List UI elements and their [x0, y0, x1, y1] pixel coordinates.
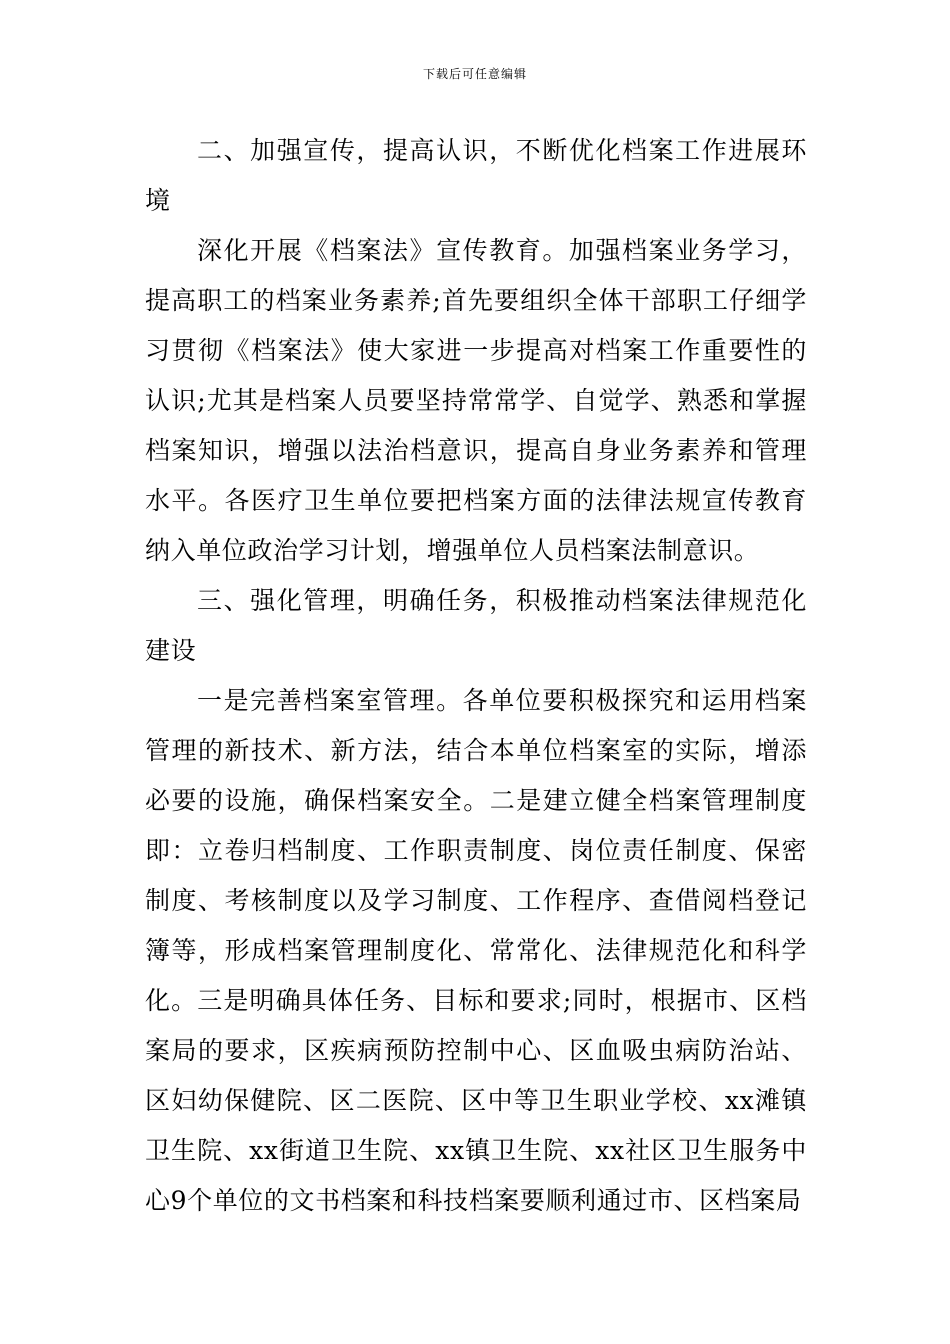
document-body: [145, 126, 807, 1226]
header-note: 下载后可任意编辑: [422, 67, 527, 81]
body-paragraph: 一是完善档案室管理。各单位要积极探究和运用档案管理的新技术、新方法，结合本单位档案室的实际，增添必要的设施，确保档案安全。二是建立健全档案管理制度即：立卷归档制度、工作职责制度、岗位责任制度、保密制度、考核制度以及学习制度、工作程序、查借阅档登记簿等，形成档案管理制度化、常常化、法律规范化和科学化。三是明确具体任务、目标和要求;同时，根据市、区档案局的要求，区疾病预防控制中心、区血吸虫病防治站、区妇幼保健院、区二医院、区中等卫生职业学校、xx滩镇卫生院、xx街道卫生院、xx镇卫生院、xx社区卫生服务中心9个单位的文书档案和科技档案要顺利通过市、区档案局: [145, 686, 807, 1215]
body-paragraph: 深化开展《档案法》宣传教育。加强档案业务学习，提高职工的档案业务素养;首先要组织全体干部职工仔细学习贯彻《档案法》使大家进一步提高对档案工作重要性的认识;尤其是档案人员要坚持常常学、自觉学、熟悉和掌握档案知识，增强以法治档意识，提高自身业务素养和管理水平。各医疗卫生单位要把档案方面的法律法规宣传教育纳入单位政治学习计划，增强单位人员档案法制意识。: [145, 236, 807, 565]
section-heading-2: 二、加强宣传，提高认识，不断优化档案工作进展环境: [145, 136, 807, 215]
section-heading-3: 三、强化管理，明确任务，积极推动档案法律规范化建设: [145, 586, 807, 665]
